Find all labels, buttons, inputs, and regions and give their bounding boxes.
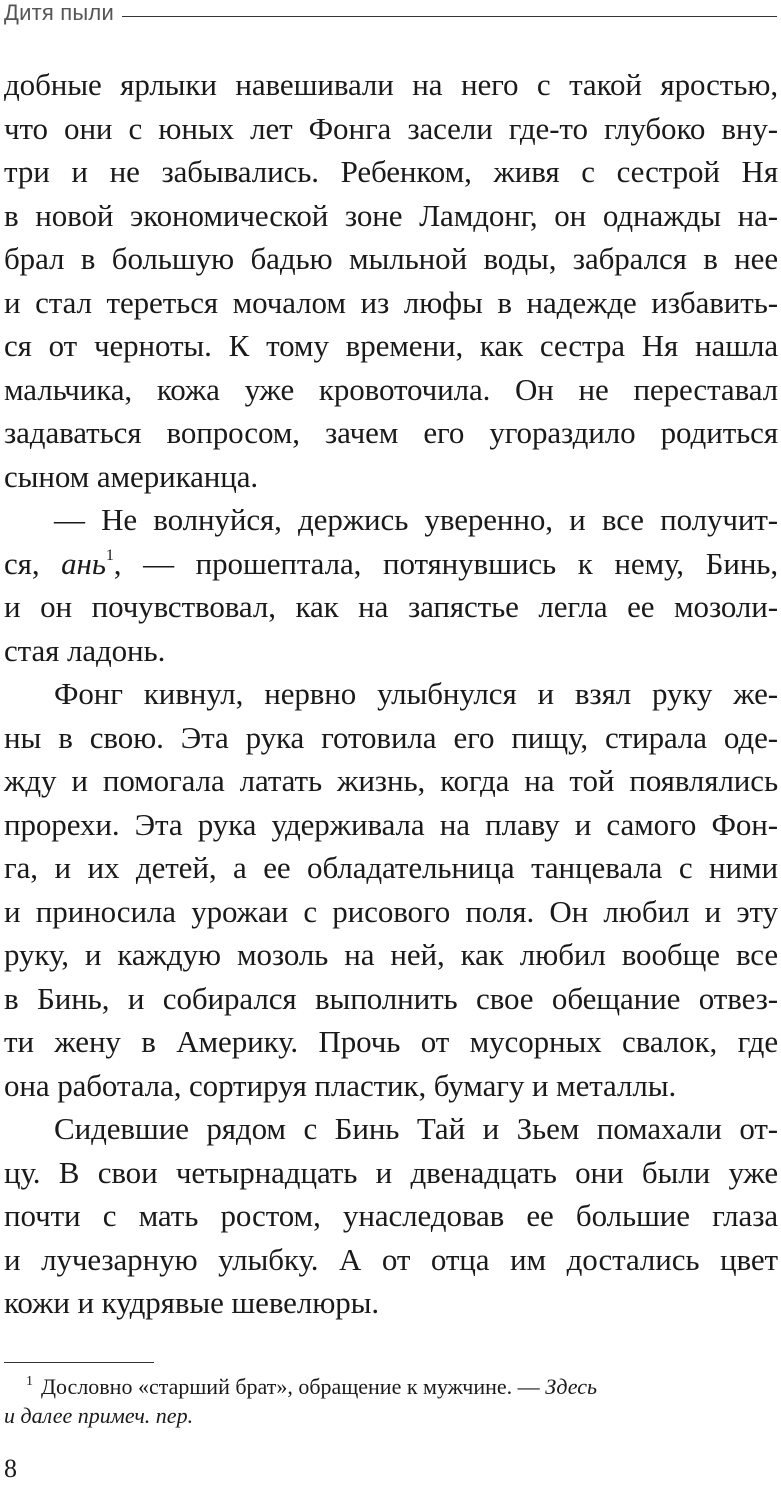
text-line: брал в большую бадью мыльной воды, забрался в нее xyxy=(4,241,778,276)
text-line: три и не забывались. Ребенком, живя с сестрой Ня xyxy=(4,154,778,189)
text-line: Фонг кивнул, нервно улыбнулся и взял руку же- xyxy=(54,676,778,711)
text-line: цу. В свои четырнадцать и двенадцать они были уже xyxy=(4,1154,778,1190)
paragraph-4 xyxy=(4,1107,778,1325)
text-line: жду и помогала латать жизнь, когда на той появлялись xyxy=(4,763,778,798)
running-head-title: Дитя пыли xyxy=(4,0,114,25)
text-line: прорехи. Эта рука удерживала на плаву и самого Фон- xyxy=(4,806,778,842)
footnote-reference[interactable]: 1 xyxy=(105,546,114,564)
footnote-line xyxy=(4,1372,776,1401)
text-line: ся от черноты. К тому времени, как сестра Ня нашла xyxy=(4,328,778,363)
text-line: кожи и кудрявые шевелюры. xyxy=(4,1285,380,1320)
running-head xyxy=(4,0,777,26)
text-line: и лучезарную улыбку. А от отца им достались цвет xyxy=(4,1241,778,1277)
text-line: сыном американца. xyxy=(4,458,259,494)
text-line: почти с мать ростом, унаследовав ее большие глаза xyxy=(4,1198,778,1233)
text-line: и стал тереться мочалом из люфы в надежде избавить- xyxy=(4,284,778,320)
text-line-with-footnote xyxy=(4,542,778,586)
paragraph-1 xyxy=(4,63,778,498)
text-line: га, и их детей, а ее обладательница танцевала с ними xyxy=(4,850,778,885)
paragraph-3 xyxy=(4,672,778,1107)
text-line: стая ладонь. xyxy=(4,632,166,668)
text-line: мальчика, кожа уже кровоточила. Он не переставал xyxy=(4,371,778,407)
footnote-line: и далее примеч. пер. xyxy=(4,1403,194,1428)
text-line: руку, и каждую мозоль на ней, как любил вообще все xyxy=(4,937,778,972)
footnote-number: 1 xyxy=(26,1374,33,1389)
page-number: 8 xyxy=(4,1454,17,1483)
italic-term: ань xyxy=(61,545,106,581)
text-line: в новой экономической зоне Ламдонг, он однажды на- xyxy=(4,197,778,233)
text-line: она работала, сортируя пластик, бумагу и металлы. xyxy=(4,1067,677,1103)
footnote-text-italic: Здесь xyxy=(545,1374,598,1399)
text-line: и приносила урожаи с рисового поля. Он любил и эту xyxy=(4,893,778,929)
text-line: ны в свою. Эта рука готовила его пищу, стирала оде- xyxy=(4,719,778,755)
paragraph-2 xyxy=(4,498,778,672)
text-line: — Не волнуйся, держись уверенно, и все получит- xyxy=(54,502,778,537)
footnote-divider xyxy=(4,1362,154,1363)
text-line: добные ярлыки навешивали на него с такой яростью, xyxy=(4,67,778,102)
text-line: Сидевшие рядом с Бинь Тай и Зьем помахали от- xyxy=(54,1111,778,1146)
text-line: ти жену в Америку. Прочь от мусорных свалок, где xyxy=(4,1024,778,1059)
footnote xyxy=(4,1372,776,1430)
text-line: и он почувствовал, как на запястье легла ее мозоли- xyxy=(4,589,778,624)
body-text xyxy=(4,63,778,1325)
text-span: , — прошептала, потянувшись к нему, Бинь, xyxy=(113,545,778,581)
text-line: что они с юных лет Фонга засели где-то глубоко вну- xyxy=(4,110,778,146)
running-head-rule xyxy=(122,16,777,17)
text-line: задаваться вопросом, зачем его угораздило родиться xyxy=(4,415,778,450)
footnote-text: Дословно «старший брат», обращение к мужчине. — xyxy=(41,1374,546,1399)
text-line: в Бинь, и собирался выполнить свое обещание отвез- xyxy=(4,980,778,1016)
text-span: ся, xyxy=(4,545,62,581)
